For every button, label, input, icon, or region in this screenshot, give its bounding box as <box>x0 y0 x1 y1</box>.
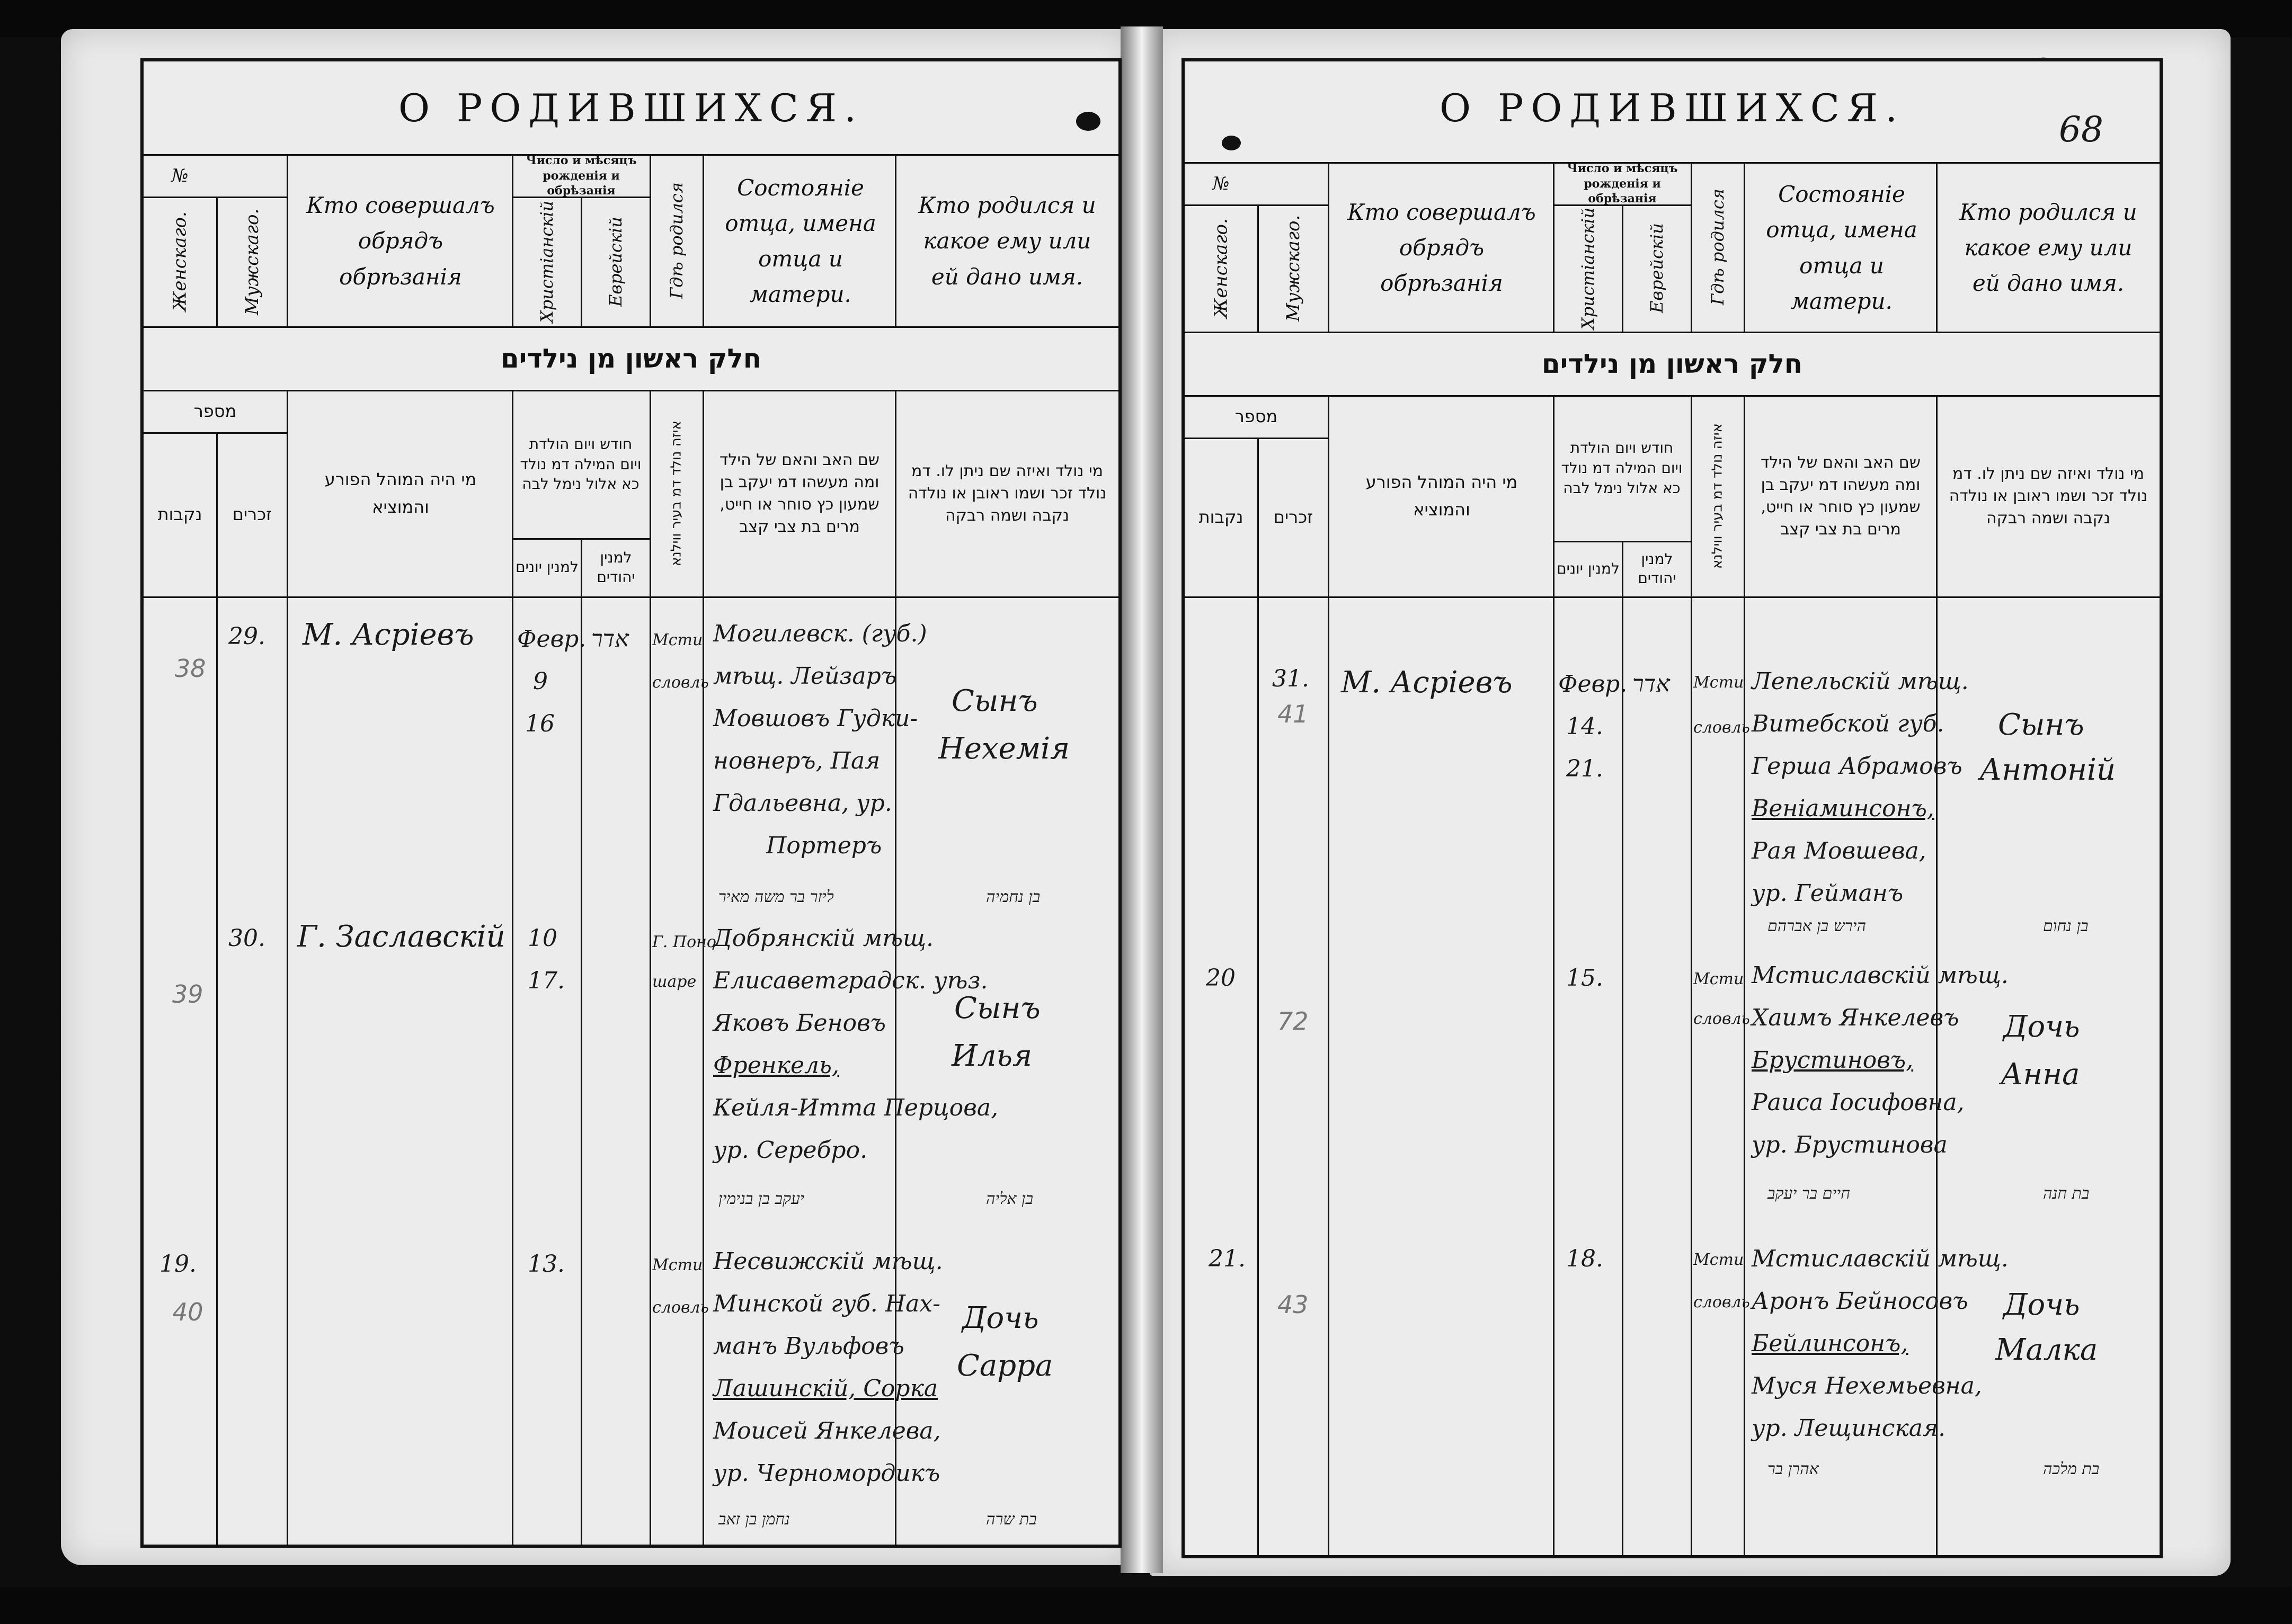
entry-father-hebrew: ליזר בר משה מאיר <box>718 888 834 906</box>
heb-jewish: למנין יהודים <box>1638 550 1676 587</box>
header-male: Мужскаго. <box>241 208 263 315</box>
entry-child-gender: Сынъ <box>1998 708 2084 742</box>
entry-mohel: М. Асріевъ <box>303 618 474 652</box>
entry-father-line: ур. Гейманъ <box>1752 880 1904 907</box>
entry-father-line: Френкель, <box>713 1052 839 1079</box>
entry-father-hebrew: הירש בן אברהם <box>1767 917 1867 935</box>
left-register-table <box>140 58 1122 1548</box>
entry-civil-date: 13. <box>528 1251 565 1278</box>
entry-child-hebrew: בת שרה <box>986 1510 1037 1529</box>
entry-civil-date: 17. <box>528 967 565 994</box>
entry-father-line: Портеръ <box>766 832 882 859</box>
heb-where: איזה נולד דמ בעיר ווילנא <box>1709 423 1726 569</box>
entry-civil-date: 10 <box>528 925 557 952</box>
entry-where-born: Мсти <box>652 1256 703 1274</box>
entry-father-line: Муся Нехемьевна, <box>1752 1372 1982 1399</box>
heb-female: נקבות <box>1198 506 1243 527</box>
entry-where-born: словль <box>1693 718 1750 737</box>
entry-jewish-date: אדר <box>1632 671 1670 698</box>
heb-month: חודש ויום הולדת ויום המילה דמ נולד כא אלול נימל לבה <box>1561 439 1683 497</box>
entry-father-line: Кейля-Итта Перцова, <box>713 1094 999 1121</box>
entry-child-gender: Сынъ <box>952 684 1038 718</box>
header-who-born: Кто родился и какое ему или ей дано имя. <box>918 192 1096 290</box>
entry-father-hebrew: חיים בר יעקב <box>1767 1184 1850 1203</box>
entry-father-line: Мстиславскій мѣщ. <box>1752 962 2009 989</box>
heb-female: נקבות <box>157 504 202 524</box>
header-female: Женскаго. <box>169 211 191 312</box>
entry-father-line: ур. Черномордикъ <box>713 1460 940 1487</box>
heb-mohel: מי היה המוהל הפורע והמוציא <box>324 469 477 517</box>
header-date-group: Число и мѣсяцъ рожденія и обрѣзанія <box>526 154 637 198</box>
entry-father-line: Моисей Янкелева, <box>713 1417 941 1444</box>
entry-father-line: Аронъ Бейносовъ <box>1752 1288 1968 1315</box>
entry-father-line: ур. Брустинова <box>1752 1131 1948 1158</box>
heb-child: מי נולד ואיזה שם ניתן לו. דמ נולד זכר ושמו ראובן או נולדה נקבה ושמה רבקה <box>908 461 1107 525</box>
header-christian: Христіанскій <box>536 200 557 323</box>
entry-mohel: М. Асріевъ <box>1341 665 1513 700</box>
entry-father-line: Несвижскій мѣщ. <box>713 1248 943 1275</box>
entry-where-born: шаре <box>652 972 697 991</box>
heb-child: מי נולד ואיזה שם ניתן לו. דמ נולד זכר ושמו ראובן או נולדה נקבה ושמה רבקה <box>1949 464 2148 528</box>
entry-child-name: Илья <box>952 1039 1033 1073</box>
entry-father-line: Раиса Іосифовна, <box>1752 1089 1965 1116</box>
entry-male-number: 29. <box>228 623 265 650</box>
heb-civil: למנין יונים <box>1557 559 1620 577</box>
entry-where-born: Г. Поно <box>652 933 716 951</box>
entry-civil-date: Февр. <box>1558 671 1628 698</box>
pencil-number: 40 <box>172 1298 203 1326</box>
entry-civil-date: 18. <box>1566 1245 1603 1272</box>
entry-father-line: ур. Серебро. <box>713 1137 868 1164</box>
entry-child-name: Сарра <box>957 1349 1053 1383</box>
entry-female-number: 20 <box>1206 965 1236 992</box>
left-page-title: О РОДИВШИХСЯ. <box>398 85 864 130</box>
entry-male-number: 30. <box>228 925 265 952</box>
entry-civil-date: 16 <box>525 710 555 737</box>
pencil-number: 72 <box>1277 1007 1309 1036</box>
entry-child-gender: Сынъ <box>954 991 1041 1025</box>
right-page-title: О РОДИВШИХСЯ. <box>1440 85 1905 130</box>
entry-father-line: Мовшовъ Гудки- <box>713 705 918 732</box>
entry-child-gender: Дочь <box>2003 1010 2080 1044</box>
entry-child-hebrew: בת חנה <box>2043 1184 2090 1203</box>
entry-where-born: словль <box>1693 1293 1750 1311</box>
entry-child-gender: Дочь <box>2003 1288 2080 1322</box>
entry-where-born: Мсти <box>1693 673 1744 692</box>
entry-where-born: словль <box>652 673 709 692</box>
entry-father-line: Лепельскій мѣщ. <box>1752 668 1969 695</box>
entry-where-born: словль <box>652 1298 709 1317</box>
right-register-table <box>1181 58 2163 1558</box>
entry-father-line: Могилевск. (губ.) <box>713 620 927 647</box>
entry-child-name: Нехемія <box>938 731 1070 766</box>
entry-father-line: ур. Лещинская. <box>1752 1415 1946 1442</box>
entry-civil-date: Февр. <box>517 626 587 653</box>
entry-civil-date: 14. <box>1566 713 1603 740</box>
entry-father-line: манъ Вульфовъ <box>713 1333 904 1360</box>
heb-number: מספר <box>193 401 237 422</box>
entry-father-line: Витебской губ. <box>1752 710 1944 737</box>
heb-male: זכרים <box>1273 506 1313 527</box>
heb-father: שם האב והאם של הילד ומה מעשהו דמ יעקב בן שמעון כץ סוחר או חייט, מרים בת צבי קצב <box>719 450 880 536</box>
entry-civil-date: 9 <box>533 668 548 695</box>
entry-child-name: Малка <box>1995 1333 2098 1367</box>
entry-where-born: Мсти <box>1693 1251 1744 1269</box>
entry-father-hebrew: אהרן בר <box>1767 1460 1819 1478</box>
hebrew-section-title: חלק ראשון מן נילדים <box>500 343 762 374</box>
header-number: № <box>1212 173 1230 194</box>
header-who-performed: Кто совершалъ обрядъ обрѣзанія <box>1347 199 1536 297</box>
scan-bottom-border <box>0 1587 2292 1624</box>
hebrew-section-title: חלק ראשון מן נילדים <box>1541 348 1803 379</box>
heb-month: חודש ויום הולדת ויום המילה דמ נולד כא אלול נימל לבה <box>520 435 642 493</box>
entry-father-line: Лашинскій, Сорка <box>713 1375 938 1402</box>
header-father-state: Состояніе отца, имена отца и матери. <box>725 174 876 308</box>
header-number: № <box>171 165 189 186</box>
entry-father-line: Бейлинсонъ, <box>1752 1330 1908 1357</box>
entry-father-line: Хаимъ Янкелевъ <box>1752 1004 1959 1031</box>
header-where-born: Гдѣ родился <box>666 182 687 299</box>
entry-father-line: Минской губ. Нах- <box>713 1290 940 1317</box>
header-date-group: Число и мѣсяцъ рожденія и обрѣзанія <box>1567 162 1678 206</box>
entry-child-hebrew: בת מלכה <box>2043 1460 2100 1478</box>
pencil-number: 41 <box>1277 700 1309 728</box>
entry-male-number: 31. <box>1272 665 1309 692</box>
pencil-number: 39 <box>172 980 203 1009</box>
entry-child-gender: Дочь <box>962 1301 1039 1335</box>
entry-father-line: Брустиновъ, <box>1752 1047 1914 1074</box>
entry-father-hebrew: יעקב בן בנימין <box>718 1190 804 1208</box>
pencil-number: 43 <box>1277 1290 1309 1319</box>
ink-blot <box>1222 136 1241 150</box>
entry-father-line: Мстиславскій мѣщ. <box>1752 1245 2009 1272</box>
heb-civil: למנין יונים <box>516 558 579 576</box>
entry-where-born: Мсти <box>1693 970 1744 988</box>
entry-where-born: словль <box>1693 1010 1750 1028</box>
header-christian: Христіанскій <box>1577 207 1598 329</box>
heb-jewish: למנין יהודים <box>597 549 635 586</box>
entry-civil-date: 15. <box>1566 965 1603 992</box>
entry-father-line: Елисаветградск. уѣз. <box>713 967 988 994</box>
heb-where: איזה נולד דמ בעיר ווילנא <box>668 421 685 566</box>
entry-father-line: Добрянскій мѣщ. <box>713 925 934 952</box>
heb-number: מספר <box>1234 406 1278 427</box>
pencil-number: 38 <box>175 654 206 683</box>
header-father-state: Состояніе отца, имена отца и матери. <box>1766 181 1917 314</box>
entry-civil-date: 21. <box>1566 755 1603 782</box>
entry-female-number: 19. <box>159 1251 197 1278</box>
header-female: Женскаго. <box>1210 218 1232 318</box>
entry-mohel: Г. Заславскій <box>297 920 505 954</box>
entry-father-line: Яковъ Беновъ <box>713 1010 886 1037</box>
entry-child-name: Антоній <box>1979 753 2116 787</box>
entry-child-name: Анна <box>2001 1057 2080 1092</box>
header-jewish: Еврейскій <box>1646 223 1667 314</box>
entry-where-born: Мсти <box>652 631 703 649</box>
header-where-born: Гдѣ родился <box>1707 189 1728 306</box>
header-who-performed: Кто совершалъ обрядъ обрѣзанія <box>306 192 495 290</box>
entry-jewish-date: אדר <box>591 626 629 653</box>
page-number-handwritten: 68 <box>2059 109 2103 150</box>
entry-father-line: Веніаминсонъ, <box>1752 795 1934 822</box>
book-spine <box>1121 26 1163 1573</box>
header-who-born: Кто родился и какое ему или ей дано имя. <box>1959 199 2137 297</box>
entry-child-hebrew: בן נחמיה <box>986 888 1041 906</box>
entry-father-line: новнеръ, Пая <box>713 747 881 774</box>
entry-father-hebrew: נחמן בן זאב <box>718 1510 790 1529</box>
entry-child-hebrew: בן נחום <box>2043 917 2089 935</box>
entry-father-line: Гдальевна, ур. <box>713 790 892 817</box>
header-male: Мужскаго. <box>1282 215 1304 322</box>
entry-father-line: мѣщ. Лейзаръ <box>713 663 897 690</box>
entry-father-line: Герша Абрамовъ <box>1752 753 1962 780</box>
heb-mohel: מי היה המוהל הפורע והמוציא <box>1365 472 1518 520</box>
heb-father: שם האב והאם של הילד ומה מעשהו דמ יעקב בן שמעון כץ סוחר או חייט, מרים בת צבי קצב <box>1760 453 1921 539</box>
entry-child-hebrew: בן אליה <box>986 1190 1034 1208</box>
heb-male: זכרים <box>232 504 272 524</box>
entry-female-number: 21. <box>1209 1245 1246 1272</box>
entry-father-line: Рая Мовшева, <box>1752 837 1926 864</box>
ink-blot <box>1076 112 1100 131</box>
header-jewish: Еврейскій <box>605 217 626 307</box>
